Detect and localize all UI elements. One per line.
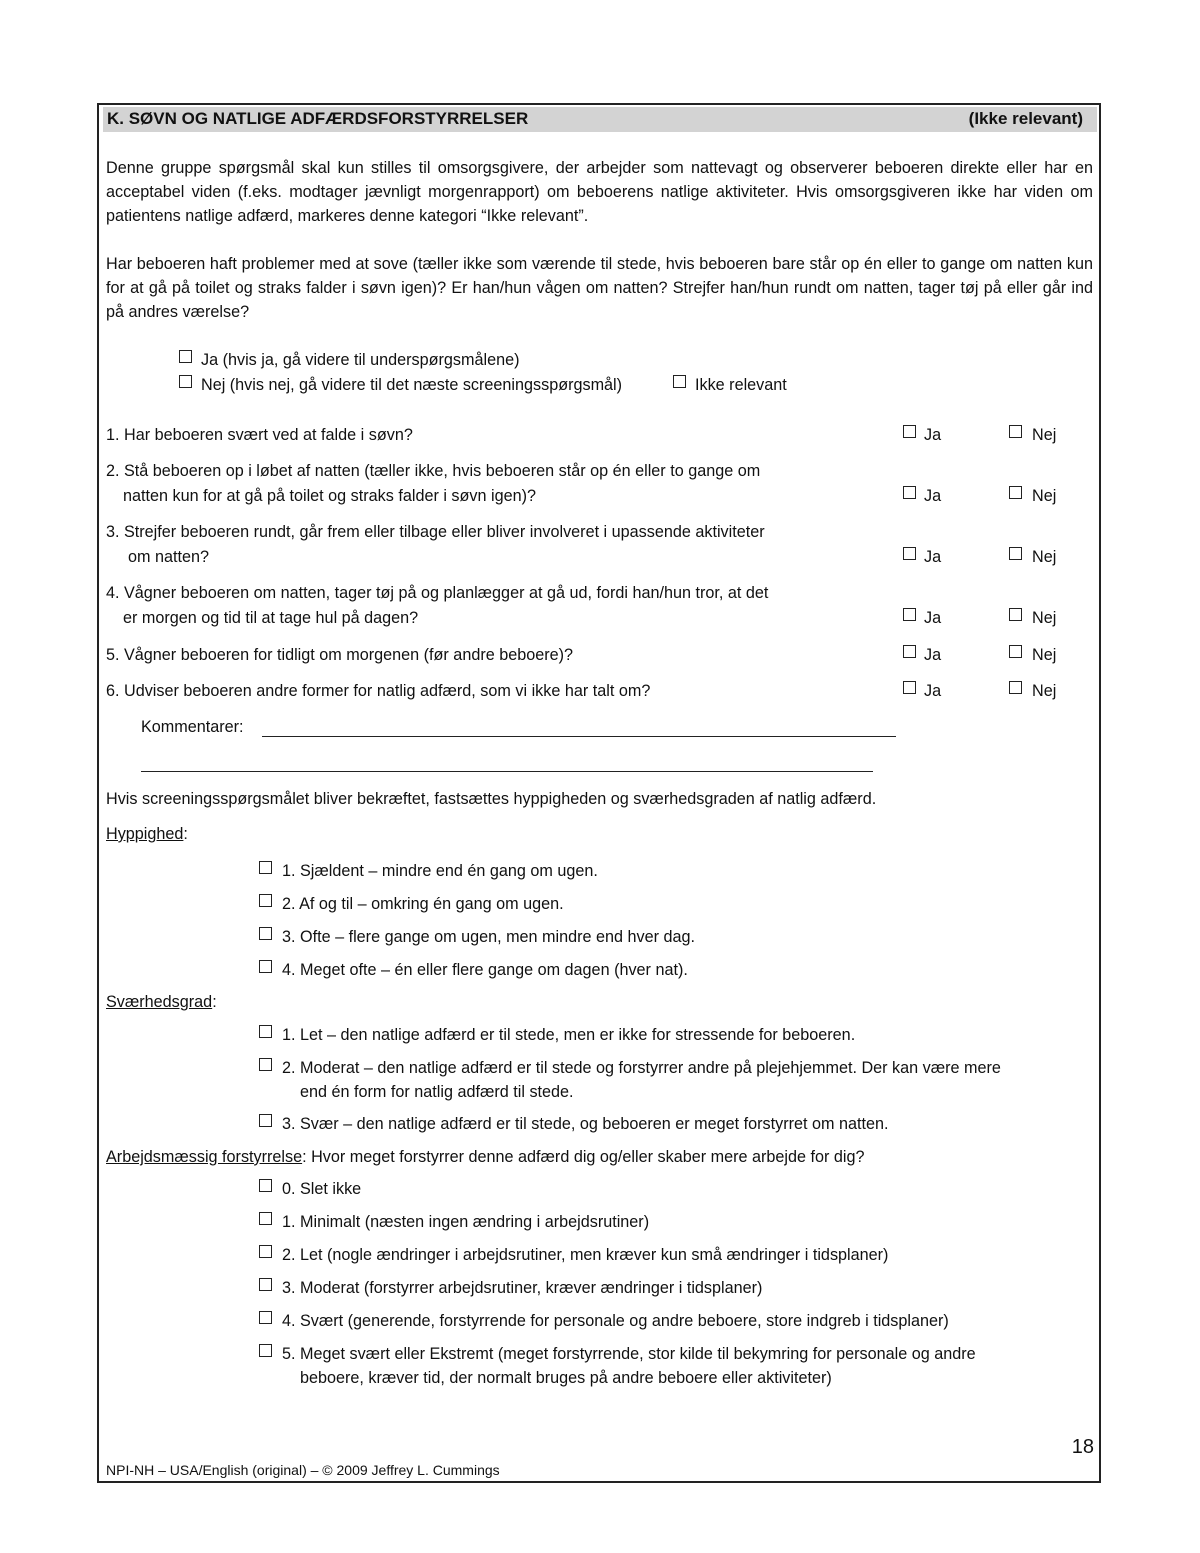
frequency-4-label: 4. Meget ofte – én eller flere gange om dagen (hver nat). (282, 961, 688, 979)
question-2-no-checkbox[interactable] (1009, 486, 1022, 499)
question-3-text: 3. Strejfer beboeren rundt, går frem eller tilbage eller bliver involveret i upassende aktiviteter (106, 523, 765, 541)
severity-3-checkbox[interactable] (259, 1114, 272, 1127)
question-1-yes-checkbox[interactable] (903, 425, 916, 438)
question-2-text: 2. Stå beboeren op i løbet af natten (tæller ikke, hvis beboeren står op én eller to gange om (106, 462, 761, 480)
severity-3-label: 3. Svær – den natlige adfærd er til stede, og beboeren er meget forstyrret om natten. (282, 1115, 889, 1133)
question-1-yes-label: Ja (924, 426, 942, 444)
disruption-0-label: 0. Slet ikke (282, 1180, 362, 1198)
question-4-no-label: Nej (1032, 609, 1057, 627)
question-2-yes-label: Ja (924, 487, 942, 505)
question-5-yes-label: Ja (924, 646, 942, 664)
frequency-2-checkbox[interactable] (259, 894, 272, 907)
question-5-text: 5. Vågner beboeren for tidligt om morgenen (før andre beboere)? (106, 646, 574, 664)
question-4-text: 4. Vågner beboeren om natten, tager tøj på og planlægger at gå ud, fordi han/hun tror, at det (106, 584, 769, 602)
disruption-4-label: 4. Svært (generende, forstyrrende for personale og andre beboere, store indgreb i tidsplaner) (282, 1312, 949, 1330)
section-title: K. SØVN OG NATLIGE ADFÆRDSFORSTYRRELSER (107, 109, 529, 128)
question-4-no-checkbox[interactable] (1009, 608, 1022, 621)
question-6-yes-checkbox[interactable] (903, 681, 916, 694)
question-6-text: 6. Udviser beboeren andre former for natlig adfærd, som vi ikke har talt om? (106, 682, 651, 700)
disruption-1-checkbox[interactable] (259, 1212, 272, 1225)
frequency-label: Hyppighed (106, 825, 184, 843)
question-1-no-label: Nej (1032, 426, 1057, 444)
severity-1-checkbox[interactable] (259, 1025, 272, 1038)
question-6-no-label: Nej (1032, 682, 1057, 700)
question-3-yes-checkbox[interactable] (903, 547, 916, 560)
question-3-yes-label: Ja (924, 548, 942, 566)
screening-na-checkbox[interactable] (673, 375, 686, 388)
question-3-no-checkbox[interactable] (1009, 547, 1022, 560)
disruption-heading: Arbejdsmæssig forstyrrelse: Hvor meget forstyrrer denne adfærd dig og/eller skaber mere arbejde for dig? (106, 1148, 865, 1166)
screening-no-checkbox[interactable] (179, 375, 192, 388)
severity-2-label: 2. Moderat – den natlige adfærd er til stede og forstyrrer andre på plejehjemmet. Der kan være mere (282, 1059, 1001, 1077)
question-1-text: 1. Har beboeren svært ved at falde i søvn? (106, 426, 413, 444)
confirm-text: Hvis screeningsspørgsmålet bliver bekræftet, fastsættes hyppigheden og sværhedsgraden af natlig adfærd. (106, 790, 877, 808)
frequency-1-label: 1. Sjældent – mindre end én gang om ugen. (282, 862, 598, 880)
comments-line-1[interactable] (262, 736, 896, 737)
disruption-5-label: 5. Meget svært eller Ekstremt (meget forstyrrende, stor kilde til bekymring for personale og andre (282, 1345, 976, 1363)
screening-yes-label: Ja (hvis ja, gå videre til underspørgsmålene) (201, 351, 520, 369)
question-5-no-label: Nej (1032, 646, 1057, 664)
intro-paragraph: Denne gruppe spørgsmål skal kun stilles til omsorgsgivere, der arbejder som nattevagt og observerer beboeren direkte eller har en acceptabel viden (f.eks. modtager jævnligt morgenrapport) om beboerens natlige aktiviteter. Hvis omsorgsgiveren ikke har viden om patientens natlige adfærd, markeres denne kategori “Ikke relevant”. (106, 159, 1093, 225)
comments-label: Kommentarer: (141, 718, 244, 736)
disruption-question: Hvor meget forstyrrer denne adfærd dig og/eller skaber mere arbejde for dig? (311, 1148, 865, 1166)
question-2-text-cont: natten kun for at gå på toilet og straks falder i søvn igen)? (123, 487, 537, 505)
disruption-2-checkbox[interactable] (259, 1245, 272, 1258)
severity-1-label: 1. Let – den natlige adfærd er til stede, men er ikke for stressende for beboeren. (282, 1026, 856, 1044)
severity-label: Sværhedsgrad (106, 993, 213, 1011)
comments-line-2[interactable] (141, 771, 873, 772)
screening-no-label: Nej (hvis nej, gå videre til det næste screeningsspørgsmål) (201, 376, 623, 394)
severity-2-checkbox[interactable] (259, 1058, 272, 1071)
disruption-3-label: 3. Moderat (forstyrrer arbejdsrutiner, kræver ændringer i tidsplaner) (282, 1279, 763, 1297)
screening-question: Har beboeren haft problemer med at sove (tæller ikke som værende til stede, hvis beboeren bare står op én eller to gange om natten kun for at gå på toilet og straks falder i søvn igen)? Er han/hun vågen om natten? Strejfer han/hun rundt om natten, tager tøj på eller går ind på andres værelse? (106, 255, 1093, 321)
severity-2-label-cont: end én form for natlig adfærd til stede. (300, 1083, 574, 1101)
frequency-3-checkbox[interactable] (259, 927, 272, 940)
page-number: 18 (1071, 1436, 1094, 1458)
frequency-heading: Hyppighed: (106, 825, 188, 843)
frequency-4-checkbox[interactable] (259, 960, 272, 973)
disruption-label: Arbejdsmæssig forstyrrelse (106, 1148, 303, 1166)
disruption-2-label: 2. Let (nogle ændringer i arbejdsrutiner, men kræver kun små ændringer i tidsplaner) (282, 1246, 889, 1264)
question-1-no-checkbox[interactable] (1009, 425, 1022, 438)
question-4-yes-checkbox[interactable] (903, 608, 916, 621)
question-6-no-checkbox[interactable] (1009, 681, 1022, 694)
screening-yes-checkbox[interactable] (179, 350, 192, 363)
question-5-yes-checkbox[interactable] (903, 645, 916, 658)
not-relevant-label: (Ikke relevant) (968, 109, 1083, 128)
question-4-text-cont: er morgen og tid til at tage hul på dagen? (123, 609, 419, 627)
question-4-yes-label: Ja (924, 609, 942, 627)
question-3-no-label: Nej (1032, 548, 1057, 566)
question-5-no-checkbox[interactable] (1009, 645, 1022, 658)
disruption-0-checkbox[interactable] (259, 1179, 272, 1192)
question-3-text-cont: om natten? (128, 548, 209, 566)
question-2-no-label: Nej (1032, 487, 1057, 505)
disruption-5-label-cont: beboere, kræver tid, der normalt bruges på andre beboere eller aktiviteter) (300, 1369, 832, 1387)
frequency-3-label: 3. Ofte – flere gange om ugen, men mindre end hver dag. (282, 928, 696, 946)
frequency-1-checkbox[interactable] (259, 861, 272, 874)
question-6-yes-label: Ja (924, 682, 942, 700)
frequency-2-label: 2. Af og til – omkring én gang om ugen. (282, 895, 564, 913)
screening-na-label: Ikke relevant (695, 376, 787, 394)
question-2-yes-checkbox[interactable] (903, 486, 916, 499)
severity-heading: Sværhedsgrad: (106, 993, 217, 1011)
disruption-3-checkbox[interactable] (259, 1278, 272, 1291)
disruption-5-checkbox[interactable] (259, 1344, 272, 1357)
disruption-4-checkbox[interactable] (259, 1311, 272, 1324)
disruption-1-label: 1. Minimalt (næsten ingen ændring i arbejdsrutiner) (282, 1213, 650, 1231)
footer-copyright: NPI-NH – USA/English (original) – © 2009 Jeffrey L. Cummings (106, 1462, 500, 1478)
